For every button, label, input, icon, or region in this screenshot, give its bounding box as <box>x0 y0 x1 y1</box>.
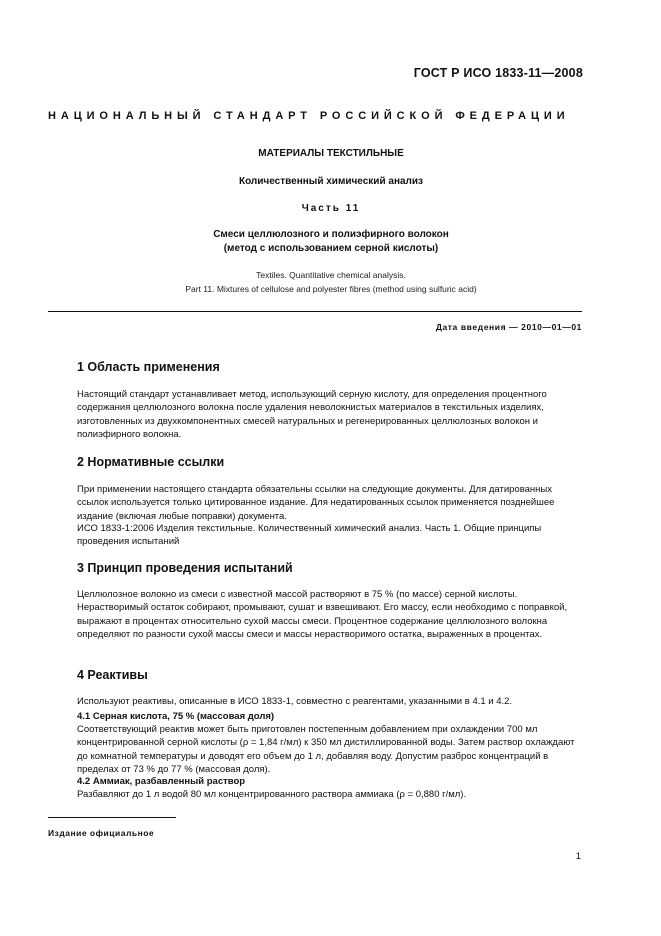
subsection-4-2-title: 4.2 Аммиак, разбавленный раствор <box>77 776 246 787</box>
footer-divider <box>48 817 176 818</box>
english-title-line2: Part 11. Mixtures of cellulose and polyester fibres (method using sulfuric acid) <box>185 284 477 294</box>
section-2-text-2 <box>48 522 582 549</box>
english-title <box>48 268 614 296</box>
title-mixtures <box>48 228 614 256</box>
subsection-4-1-heading <box>48 710 582 723</box>
title-part: Часть 11 <box>301 203 361 214</box>
section-3-body: Целлюлозное волокно из смеси с известной массой растворяют в 75 % (по массе) серной кислоты. Нерастворимый остаток собирают, промывают, сушат и взвешивают. Его массу, если необходимо с поправкой, выражают в процентах относительно сухой массы смеси. Процентное содержание целлюлозного волокна определяют по разности сухой массы смеси и массы нерастворимого остатка, выраженных в процентах. <box>77 589 568 641</box>
subsection-4-1-title: 4.1 Серная кислота, 75 % (массовая доля) <box>77 711 275 722</box>
section-1-heading: 1 Область применения <box>77 360 220 374</box>
page-number: 1 <box>575 851 581 862</box>
title-main: МАТЕРИАЛЫ ТЕКСТИЛЬНЫЕ <box>258 148 404 159</box>
official-edition-label: Издание официальное <box>48 828 155 838</box>
title-sub: Количественный химический анализ <box>238 176 424 187</box>
subsection-4-2-heading <box>48 775 582 788</box>
title-divider <box>48 311 582 312</box>
document-code: ГОСТ Р ИСО 1833-11—2008 <box>413 66 583 80</box>
subsection-4-2-body: Разбавляют до 1 л водой 80 мл концентрированного раствора аммиака (ρ = 0,880 г/мл). <box>77 789 467 800</box>
section-3-heading: 3 Принцип проведения испытаний <box>77 561 293 575</box>
section-1-text <box>48 388 582 442</box>
date-of-introduction: Дата введения — 2010—01—01 <box>435 322 582 332</box>
section-4-heading: 4 Реактивы <box>77 668 148 682</box>
section-1-body: Настоящий стандарт устанавливает метод, использующий серную кислоту, для определения процентного содержания целлюлозного волокна после удаления неволокнистых материалов в текстильных изделиях, изготовленных из двухкомпонентных смесей натуральных и регенерированных целлюлозных волокон и полиэфирного волокна. <box>77 389 547 441</box>
section-3-text <box>48 588 582 642</box>
subsection-4-1-body: Соответствующий реактив может быть приготовлен постепенным добавлением при охлаждении 700 мл концентрированной серной кислоты (ρ = 1,84 г/мл) к 350 мл дистиллированной воды. Затем раствор охлаждают до комнатной температуры и доводят его объем до 1 л, добавляя воду. Допустим разброс концентраций в пределах от 73 % до 77 % (массовая доля). <box>77 724 575 776</box>
subsection-4-2-text <box>48 788 582 801</box>
section-2-body-2: ИСО 1833-1:2006 Изделия текстильные. Количественный химический анализ. Часть 1. Общие принципы проведения испытаний <box>77 523 542 548</box>
section-2-text-1 <box>48 483 582 523</box>
english-title-line1: Textiles. Quantitative chemical analysis. <box>256 270 406 280</box>
section-4-body: Используют реактивы, описанные в ИСО 1833-1, совместно с реагентами, указанными в 4.1 и 4.2. <box>77 696 513 707</box>
section-2-body-1: При применении настоящего стандарта обязательны ссылки на следующие документы. Для датированных ссылок используется только цитированное издание. Для недатированных ссылок применяется позднейшее издание (включая любые поправки) документа. <box>77 484 555 522</box>
title-mixtures-line1: Смеси целлюлозного и полиэфирного волокон <box>213 229 449 240</box>
title-mixtures-line2: (метод с использованием серной кислоты) <box>223 243 439 254</box>
section-4-text <box>48 695 582 708</box>
subsection-4-1-text <box>48 723 582 777</box>
national-standard-title: НАЦИОНАЛЬНЫЙ СТАНДАРТ РОССИЙСКОЙ ФЕДЕРАЦИИ <box>48 110 570 122</box>
section-2-heading: 2 Нормативные ссылки <box>77 455 225 469</box>
